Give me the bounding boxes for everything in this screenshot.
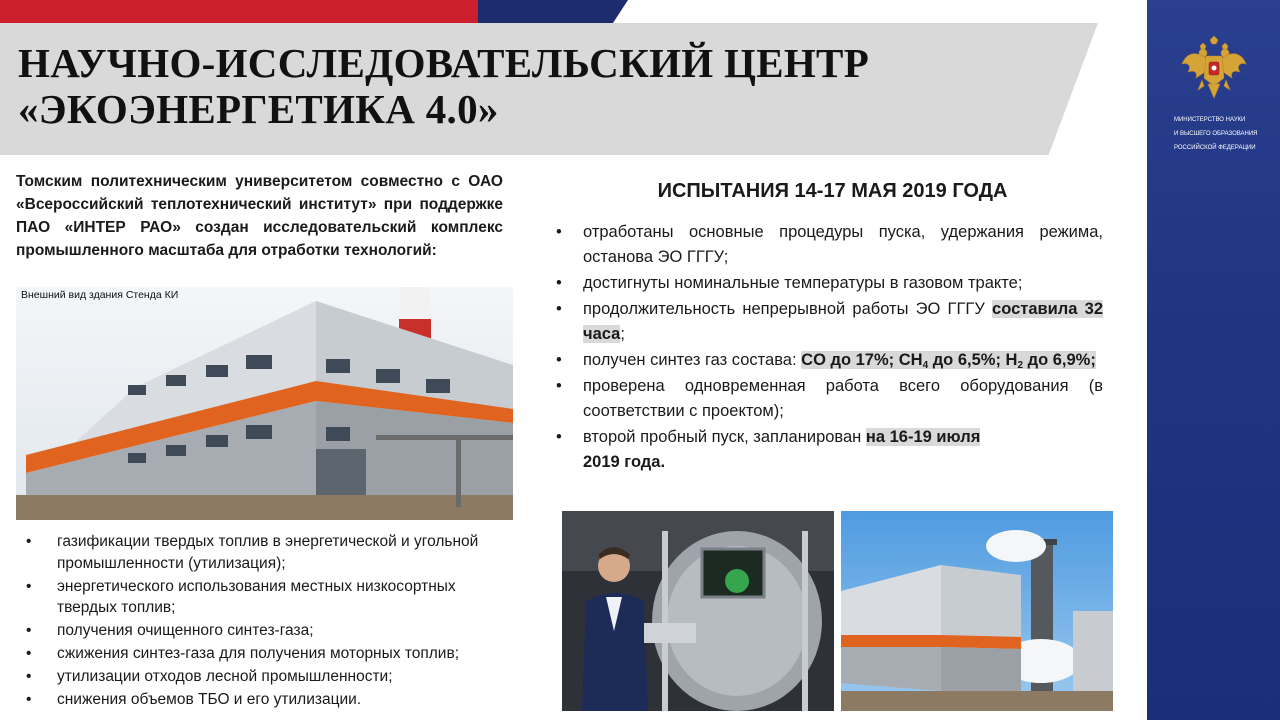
tests-heading: ИСПЫТАНИЯ 14-17 МАЯ 2019 ГОДА [657,180,1008,202]
ministry-name [1174,110,1264,159]
co-text: CO до 17%; CH [801,351,923,369]
list-item [556,425,1103,475]
laboratory-equipment-photo [562,511,834,711]
top-red-stripe [0,0,478,23]
top-blue-stripe [478,0,628,23]
item-text: продолжительность непрерывной работы ЭО ГГГУ [583,300,993,318]
ministry-panel [1147,0,1280,720]
h2-text: до 6,9%; [1023,351,1096,369]
technologies-list [26,531,516,712]
page-title [18,40,1018,132]
list-item [556,297,1103,347]
list-item: • проверена одновременная работа всего оборудования (в соответствии с проектом); [556,374,1103,424]
item-text: второй пробный пуск, запланирован [583,428,866,446]
building-exterior-photo [16,287,513,520]
list-item: • сжижения синтез-газа для получения моторных топлив; [26,643,516,665]
ministry-name-line: РОССИЙСКОЙ ФЕДЕРАЦИИ [1174,145,1256,151]
building-with-steam-photo [841,511,1113,711]
list-item: • утилизации отходов лесной промышленности; [26,666,516,688]
list-item: • энергетического использования местных низкосортных твердых топлив; [26,576,516,619]
tests-list [556,220,1103,476]
double-headed-eagle-emblem-icon [1180,36,1248,104]
intro-paragraph: Томским политехническим университетом совместно с ОАО «Всероссийский теплотехнический институт» при поддержке ПАО «ИНТЕР РАО» создан исследовательский комплекс промышленного масштаба для отработки технологий: [16,173,503,259]
title-line-1: НАУЧНО-ИССЛЕДОВАТЕЛЬСКИЙ ЦЕНТР [18,40,870,86]
ministry-name-line: И ВЫСШЕГО ОБРАЗОВАНИЯ [1174,131,1258,137]
subscript: 2 [1017,360,1024,371]
gas-composition-text [801,351,1096,369]
highlight-text: 2019 года. [583,453,666,471]
highlight-text: на 16-19 июля [865,428,981,446]
item-text: получен синтез газ состава: [583,351,802,369]
subscript: 4 [922,360,929,371]
item-text: ; [620,325,625,343]
highlight-text: составила 32 часа [583,300,1103,343]
list-item: • достигнуты номинальные температуры в газовом тракте; [556,271,1103,296]
list-item [556,348,1103,373]
list-item: • газификации твердых топлив в энергетической и угольной промышленности (утилизация); [26,531,516,574]
title-line-2: «ЭКОЭНЕРГЕТИКА 4.0» [18,86,499,132]
photo-caption: Внешний вид здания Стенда КИ [21,289,179,301]
list-item: • получения очищенного синтез-газа; [26,620,516,642]
list-item: • снижения объемов ТБО и его утилизации. [26,689,516,711]
ch4-text: до 6,5%; H [928,351,1018,369]
list-item: • отработаны основные процедуры пуска, удержания режима, останова ЭО ГГГУ; [556,220,1103,270]
ministry-name-line: МИНИСТЕРСТВО НАУКИ [1174,117,1246,123]
